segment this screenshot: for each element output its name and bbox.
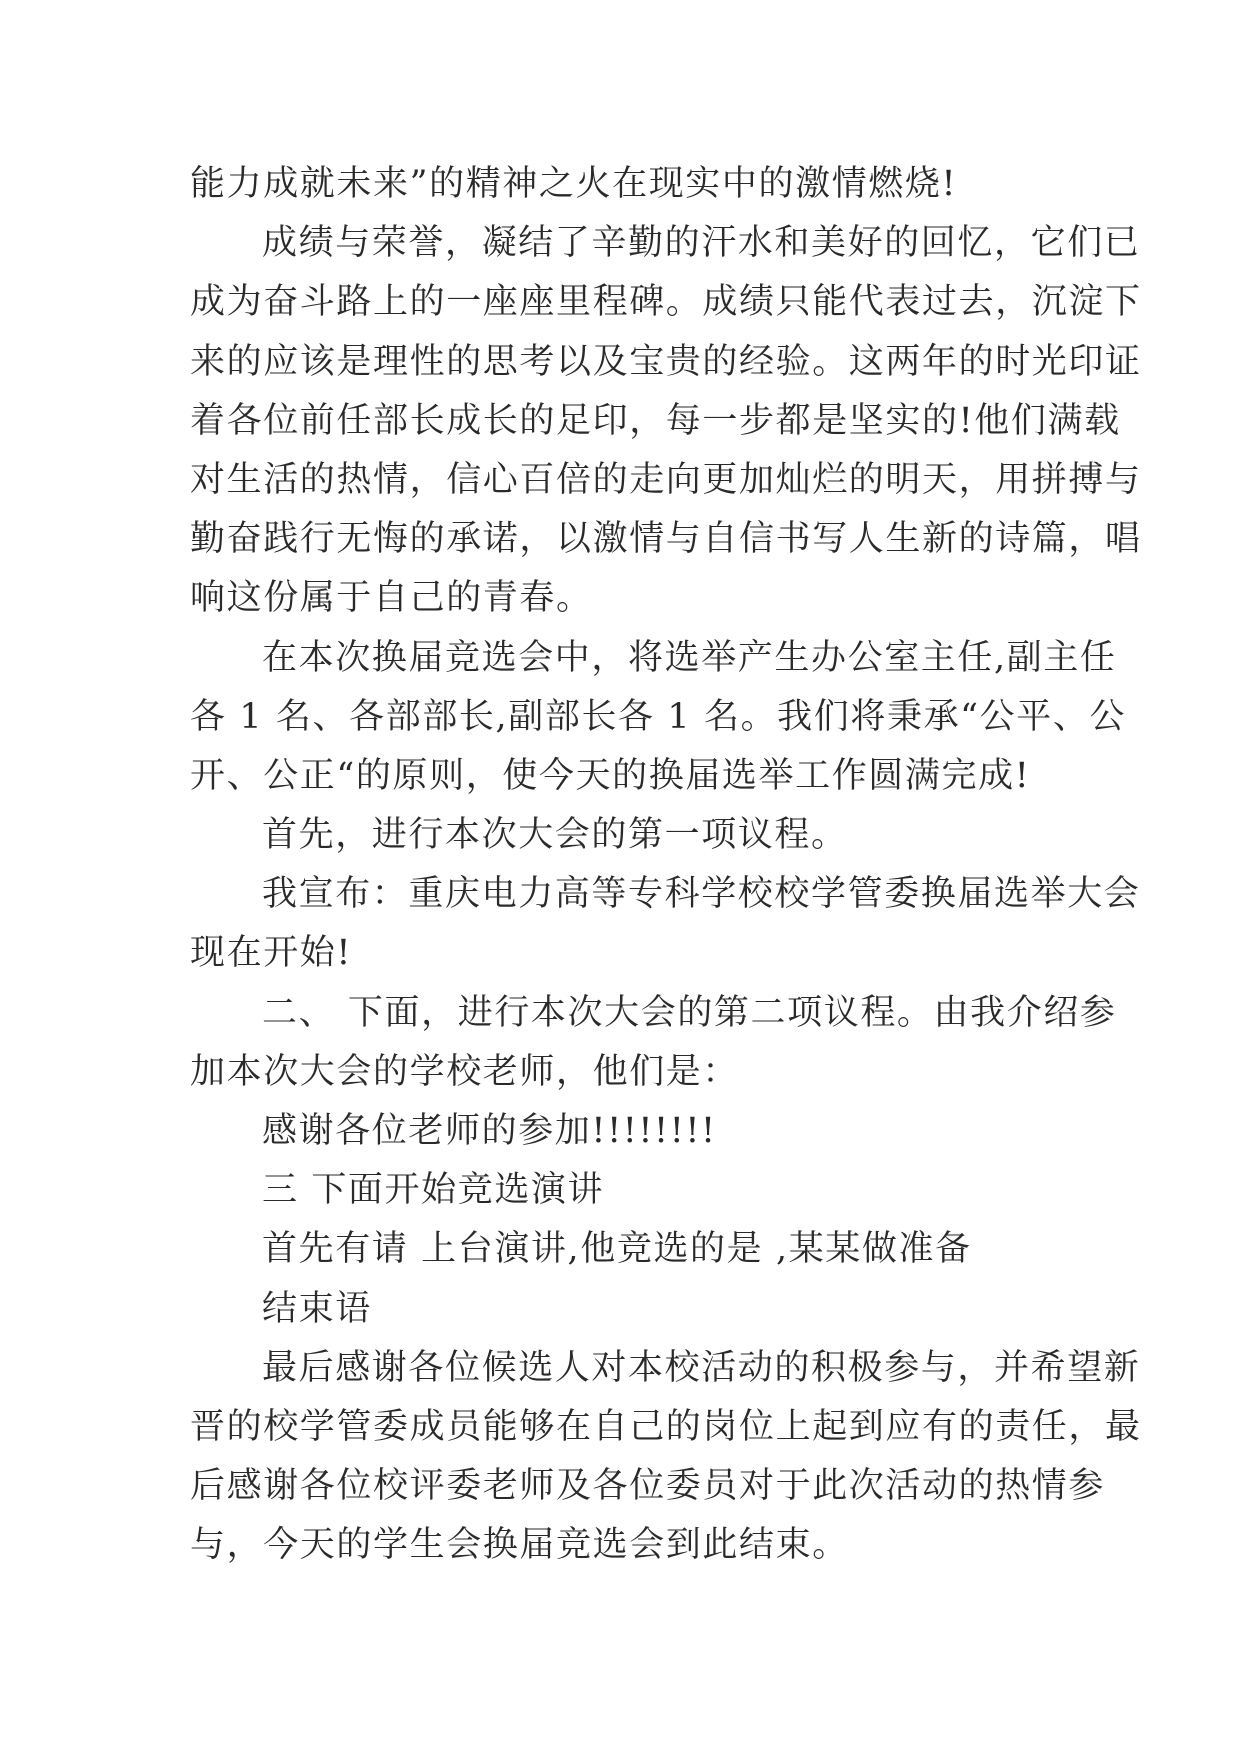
text-line: 响这份属于自己的青春。 <box>190 578 593 619</box>
text-line: 现在开始! <box>190 933 353 974</box>
text-line: 在本次换届竞选会中，将选举产生办公室主任,副主任 <box>262 637 1117 678</box>
text-line: 三 下面开始竞选演讲 <box>262 1170 605 1211</box>
text-line: 结束语 <box>262 1288 372 1329</box>
text-line: 来的应该是理性的思考以及宝贵的经验。这两年的时光印证 <box>190 341 1142 382</box>
text-line: 晋的校学管委成员能够在自己的岗位上起到应有的责任，最 <box>190 1406 1142 1447</box>
text-line: 各 1 名、各部部长,副部长各 1 名。我们将秉承“公平、公 <box>190 696 1127 737</box>
text-line: 成为奋斗路上的一座座里程碑。成绩只能代表过去，沉淀下 <box>190 282 1142 323</box>
text-line: 开、公正“的原则，使今天的换届选举工作圆满完成! <box>190 755 1031 796</box>
text-line: 能力成就未来”的精神之火在现实中的激情燃烧! <box>190 164 958 204</box>
text-line: 二、 下面，进行本次大会的第二项议程。由我介绍参 <box>262 992 1117 1033</box>
text-line: 与，今天的学生会换届竞选会到此结束。 <box>190 1525 849 1566</box>
text-line: 我宣布：重庆电力高等专科学校校学管委换届选举大会 <box>262 874 1141 915</box>
text-line: 首先有请 上台演讲,他竞选的是 ,某某做准备 <box>262 1229 972 1270</box>
document-body <box>190 155 1142 1576</box>
text-line: 成绩与荣誉，凝结了辛勤的汗水和美好的回忆，它们已 <box>262 223 1141 264</box>
text-line: 着各位前任部长成长的足印，每一步都是坚实的!他们满载 <box>190 400 1121 441</box>
text-line: 感谢各位老师的参加!!!!!!!! <box>262 1111 717 1151</box>
text-line: 后感谢各位校评委老师及各位委员对于此次活动的热情参 <box>190 1466 1106 1507</box>
text-line: 加本次大会的学校老师，他们是： <box>190 1051 740 1092</box>
text-line: 对生活的热情，信心百倍的走向更加灿烂的明天，用拼搏与 <box>190 459 1142 500</box>
text-line: 最后感谢各位候选人对本校活动的积极参与，并希望新 <box>262 1347 1141 1388</box>
text-line: 首先，进行本次大会的第一项议程。 <box>262 815 848 856</box>
text-line: 勤奋践行无悔的承诺，以激情与自信书写人生新的诗篇，唱 <box>190 519 1142 560</box>
